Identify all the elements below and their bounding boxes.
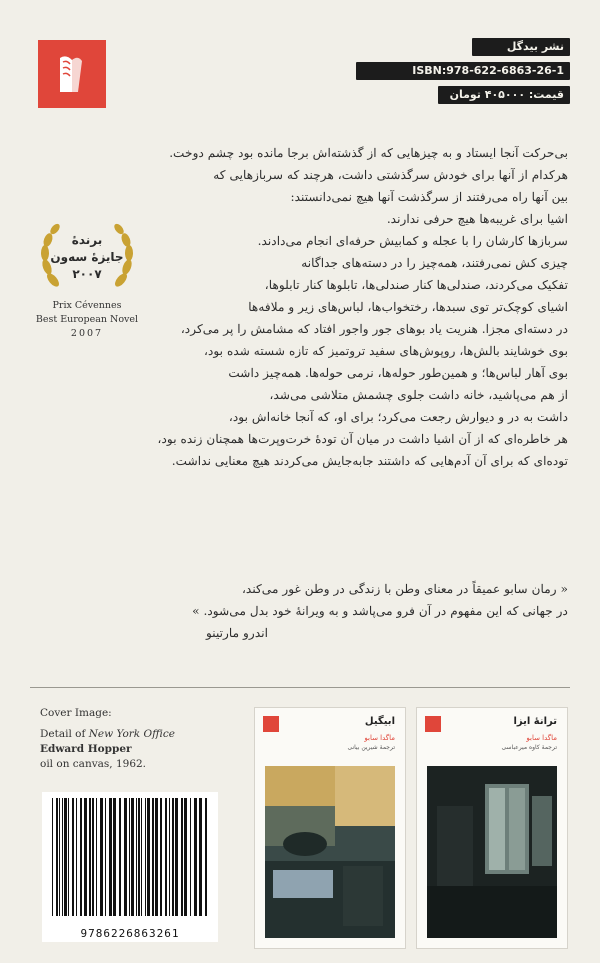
excerpt-line: تفکیک می‌کردند، صندلی‌ها کنار صندلی‌ها، تابلوها کنار تابلوها، — [264, 278, 568, 292]
barcode-bar — [136, 798, 137, 916]
barcode-bar — [141, 798, 142, 916]
excerpt-line: بوی آهار لباس‌ها؛ و همین‌طور حوله‌ها، نرمی حوله‌ها. همه‌چیز داشت — [228, 366, 568, 380]
book-fan-icon — [52, 52, 92, 96]
divider — [30, 687, 570, 688]
quote-attribution: اندرو مارتینو — [206, 626, 268, 640]
barcode-bar — [145, 798, 146, 916]
publisher-mini-logo — [263, 716, 279, 732]
quote-line: « رمان سابو عمیقاً در معنای وطن با زندگی در وطن غور می‌کند، — [242, 582, 568, 596]
barcode-bar — [72, 798, 74, 916]
book-title: ترانهٔ ایزا — [513, 716, 557, 727]
quote-line: در جهانی که این مفهوم در آن فرو می‌پاشد و به ویرانهٔ خود بدل می‌شود. » — [192, 604, 568, 618]
excerpt-line: اشیا برای غریبه‌ها هیچ حرفی ندارند. — [386, 212, 568, 226]
barcode-bar — [181, 798, 183, 916]
excerpt-line: توده‌ای که برای آن آدم‌هایی که داشتند جابه‌جایش می‌کردند هیچ معنایی نداشت. — [171, 454, 568, 468]
award-year-en: 2007 — [70, 328, 104, 339]
barcode-bar — [113, 798, 116, 916]
barcode-bar — [152, 798, 154, 916]
barcode-digits: 9786226863261 — [80, 927, 180, 940]
publisher-mini-logo — [425, 716, 441, 732]
barcode-bar — [155, 798, 158, 916]
barcode-bar — [62, 798, 63, 916]
book-author: ماگدا سابو — [364, 734, 395, 742]
barcode-bar — [80, 798, 82, 916]
award-line-1: برندهٔ — [71, 233, 103, 247]
credit-detail-prefix: Detail of — [40, 728, 89, 740]
barcode-bar — [109, 798, 112, 916]
price: قیمت: ۴۰۵۰۰۰ تومان — [438, 86, 570, 104]
barcode-bar — [64, 798, 67, 916]
publisher-info — [356, 38, 570, 104]
barcode-bar — [89, 798, 91, 916]
excerpt-line: چیزی کش نمی‌رفتند، همه‌چیز را در دسته‌های جداگانه — [301, 256, 568, 270]
review-quote — [48, 578, 568, 644]
award-category-en: Best European Novel — [35, 314, 139, 325]
barcode-bar — [205, 798, 207, 916]
painting-title: New York Office — [88, 728, 176, 740]
barcode-bar — [105, 798, 106, 916]
barcode-bar — [160, 798, 162, 916]
barcode-bar — [184, 798, 187, 916]
excerpt-line: بوی خوشایند بالش‌ها، روپوش‌های سفید تروتمیز که تازه شسته شده بود، — [204, 344, 568, 358]
barcode-bar — [199, 798, 202, 916]
award-name-en: Prix Cévennes — [52, 300, 122, 311]
excerpt-line: داشت به در و دیوارش رجعت می‌کرد؛ برای او، که آنجا خانه‌اش بود، — [228, 410, 568, 424]
award-year-fa: ۲۰۰۷ — [72, 267, 102, 281]
barcode-bar — [129, 798, 130, 916]
related-book-abigail — [254, 707, 406, 949]
barcode-bar — [76, 798, 77, 916]
barcode-bar — [172, 798, 174, 916]
isbn: ISBN:978-622-6863-26-1 — [356, 62, 570, 80]
barcode-bar — [96, 798, 97, 916]
barcode-bar — [124, 798, 127, 916]
cover-credit — [40, 706, 220, 772]
night-window-art — [427, 766, 557, 938]
excerpt-line: اشیای کوچک‌تر توی سبدها، رختخواب‌ها، لباس‌های زیر و ملافه‌ها — [248, 300, 568, 314]
publisher-logo — [38, 40, 106, 108]
barcode-bars — [48, 798, 212, 920]
office-painting-art — [265, 766, 395, 938]
barcode-bar — [119, 798, 121, 916]
related-book-iza — [416, 707, 568, 949]
excerpt-line: هر خاطره‌ای که از آن اشیا داشت در میان آن تودهٔ خرت‌وپرت‌ها همچنان زنده بود، — [157, 432, 568, 446]
barcode-bar — [175, 798, 178, 916]
barcode-bar — [147, 798, 150, 916]
barcode-bar — [68, 798, 69, 916]
book-translator: ترجمهٔ شیرین بیانی — [347, 744, 395, 751]
barcode-bar — [194, 798, 197, 916]
book-excerpt — [128, 142, 568, 472]
publisher-name: نشر بیدگل — [472, 38, 570, 56]
excerpt-line: از هم می‌پاشید، خانه داشت جلوی چشمش متلاشی می‌شد، — [269, 388, 568, 402]
barcode-bar — [56, 798, 58, 916]
barcode-bar — [92, 798, 94, 916]
barcode-bar — [169, 798, 170, 916]
barcode-bar — [190, 798, 191, 916]
award-line-2: جایزهٔ سه‌ون — [50, 250, 124, 264]
book-title: ابیگیل — [364, 716, 395, 727]
barcode-bar — [100, 798, 103, 916]
credit-label: Cover Image: — [40, 707, 112, 719]
excerpt-line: بین آنها راه می‌رفتند از سرگذشت آنها هیچ نمی‌دانستند: — [290, 190, 568, 204]
excerpt-line: بی‌حرکت آنجا ایستاد و به چیزهایی که از گذشته‌اش برجا مانده بود چشم دوخت. — [169, 146, 568, 160]
barcode-bar — [138, 798, 140, 916]
book-cover-art — [265, 766, 395, 938]
excerpt-line: در دسته‌ای مجزا. هنریت یاد بوهای جور واجور افتاد که مشامش را پر می‌کرد، — [180, 322, 568, 336]
book-cover-art — [427, 766, 557, 938]
barcode-bar — [52, 798, 53, 916]
artist-name: Edward Hopper — [40, 743, 132, 755]
painting-medium: oil on canvas, 1962. — [40, 758, 147, 770]
book-translator: ترجمهٔ کاوه میرعباسی — [501, 744, 557, 751]
barcode — [42, 792, 218, 942]
excerpt-line: سربازها کارشان را با عجله و کمابیش حرفه‌ای انجام می‌دادند. — [257, 234, 568, 248]
barcode-bar — [131, 798, 134, 916]
book-author: ماگدا سابو — [526, 734, 557, 742]
excerpt-line: هرکدام از آنها برای خودش سرگذشتی داشت، هرچند که سربازهایی که — [213, 168, 568, 182]
barcode-bar — [84, 798, 87, 916]
barcode-bar — [59, 798, 60, 916]
barcode-bar — [165, 798, 167, 916]
